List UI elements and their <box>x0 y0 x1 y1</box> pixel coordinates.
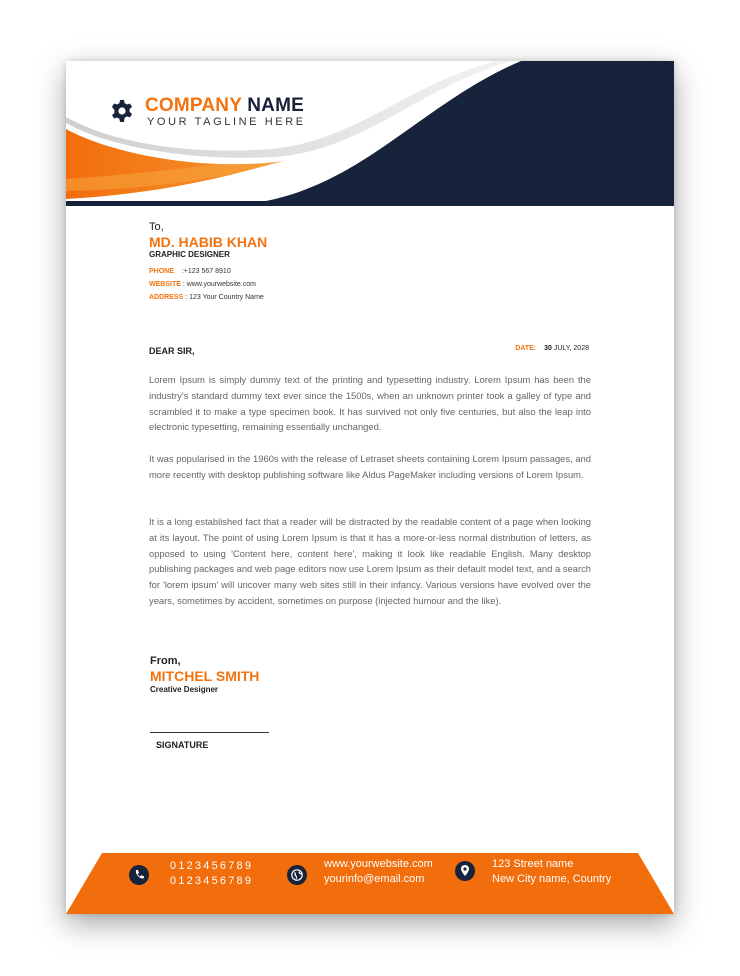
recipient-phone <box>149 268 231 275</box>
website-value: : www.yourwebsite.com <box>182 281 256 288</box>
company-name-first: COMPANY <box>145 95 242 116</box>
date-day: 30 <box>544 345 552 352</box>
to-label: To, <box>149 221 164 233</box>
phone-value: :+123 567 8910 <box>181 268 231 275</box>
footer-phone-2: 0123456789 <box>170 875 254 887</box>
from-label: From, <box>150 655 181 667</box>
footer-city: New City name, Country <box>492 873 612 885</box>
sender-title: Creative Designer <box>150 685 219 694</box>
salutation: DEAR SIR, <box>149 346 195 356</box>
header-wave-graphic <box>66 61 674 206</box>
footer-phone-1: 0123456789 <box>170 860 254 872</box>
signature-label: SIGNATURE <box>156 740 209 750</box>
body-paragraph-3: It is a long established fact that a reader will be distracted by the readable content of a page when looking at its layout. The point of using Lorem Ipsum is that it has a more-or-less normal distribution of letters, as opposed to using 'Content here, content here', making it look like readable English. Many desktop publishing packages and web page editors now use Lorem Ipsum as their default model text, and a search for 'lorem ipsum' will uncover many web sites still in their infancy. Various versions have evolved over the years, sometimes by accident, sometimes on purpose (injected humour and the like). <box>149 516 591 606</box>
letterhead-page <box>66 61 674 914</box>
address-label: ADDRESS <box>149 294 184 301</box>
address-value: : 123 Your Country Name <box>185 294 264 301</box>
phone-icon <box>129 865 149 885</box>
website-label: WEBSITE <box>149 281 181 288</box>
footer-website: www.yourwebsite.com <box>324 858 433 870</box>
gear-icon <box>110 99 134 123</box>
date-label: DATE: <box>515 345 537 352</box>
location-pin-icon <box>455 861 475 881</box>
footer-email: yourinfo@email.com <box>324 873 425 885</box>
date-month-year: JULY, 2028 <box>553 345 589 352</box>
sender-name: MITCHEL SMITH <box>150 668 260 684</box>
company-tagline: YOUR TAGLINE HERE <box>147 116 306 128</box>
company-name-second: NAME <box>247 95 304 116</box>
body-paragraph-2: It was popularised in the 1960s with the release of Letraset sheets containing Lorem Ipsum passages, and more recently with desktop publishing software like Aldus PageMaker including versions of Lorem Ipsum. <box>149 453 591 480</box>
letter-date <box>515 345 589 352</box>
recipient-address <box>149 294 264 301</box>
recipient-name: MD. HABIB KHAN <box>149 234 268 250</box>
body-paragraph-1: Lorem Ipsum is simply dummy text of the printing and typesetting industry. Lorem Ipsum has been the industry's standard dummy text ever since the 1500s, when an unknown printer took a galley of type and scrambled it to make a type specimen book. It has survived not only five centuries, but also the leap into electronic typesetting, remaining essentially unchanged. <box>149 374 591 433</box>
footer-street: 123 Street name <box>492 858 574 870</box>
phone-label: PHONE <box>149 268 174 275</box>
recipient-title: GRAPHIC DESIGNER <box>149 250 230 259</box>
recipient-website <box>149 281 256 288</box>
company-name <box>145 95 304 117</box>
signature-line <box>150 732 269 733</box>
globe-icon <box>287 865 307 885</box>
